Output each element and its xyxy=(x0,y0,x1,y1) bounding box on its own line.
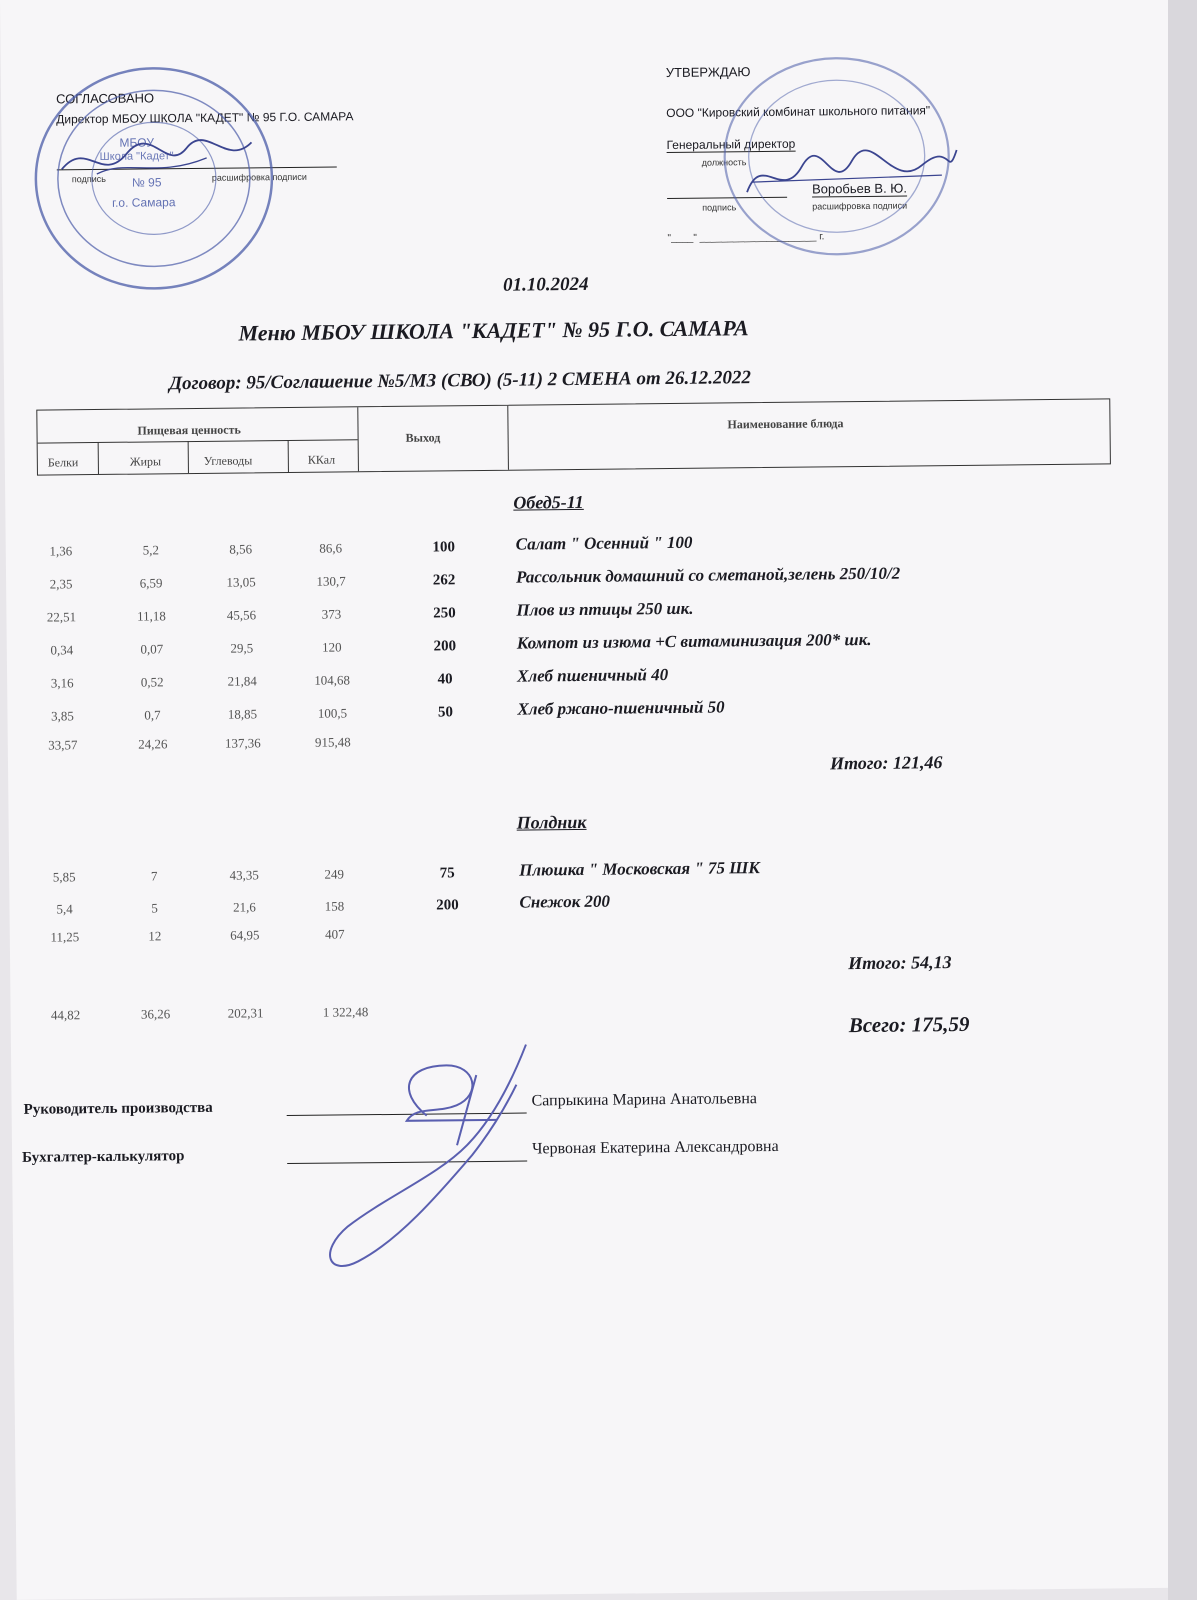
header-fats: Жиры xyxy=(129,454,162,469)
approval-right-position-caption: должность xyxy=(701,157,747,168)
cell-dish: Салат " Осенний " 100 xyxy=(515,532,693,554)
cell-dish: Хлеб пшеничный 40 xyxy=(517,665,669,686)
sum-fats: 12 xyxy=(148,928,162,944)
cell-proteins: 0,34 xyxy=(50,642,74,658)
approval-left-heading: СОГЛАСОВАНО xyxy=(55,90,155,107)
menu-table-header xyxy=(36,398,1111,475)
cell-output: 100 xyxy=(432,539,456,556)
stamp-left-line-1: МБОУ xyxy=(119,135,155,150)
cell-carbs: 43,35 xyxy=(229,867,259,883)
cell-carbs: 8,56 xyxy=(229,541,253,557)
cell-fats: 11,18 xyxy=(136,608,166,624)
approval-left-position: Директор МБОУ ШКОЛА "КАДЕТ" № 95 Г.О. САМАРА xyxy=(56,109,354,127)
cell-proteins: 3,16 xyxy=(50,675,74,691)
cell-output: 75 xyxy=(439,865,455,882)
cell-kcal: 158 xyxy=(324,898,345,914)
cell-kcal: 130,7 xyxy=(316,573,346,589)
cell-output: 200 xyxy=(433,638,457,655)
cell-fats: 5 xyxy=(151,900,158,916)
cell-carbs: 45,56 xyxy=(226,607,257,623)
signature-right xyxy=(742,140,963,212)
cell-proteins: 1,36 xyxy=(49,543,73,559)
header-proteins: Белки xyxy=(47,455,79,470)
approval-right-date-blank: "____" _____________________ г. xyxy=(667,231,825,245)
cell-output: 50 xyxy=(437,704,454,721)
sum-proteins: 33,57 xyxy=(48,737,78,753)
cell-carbs: 21,84 xyxy=(227,673,257,689)
background-desk xyxy=(1168,0,1197,1600)
cell-kcal: 120 xyxy=(321,639,342,655)
cell-kcal: 373 xyxy=(321,606,342,622)
cell-kcal: 104,68 xyxy=(314,672,351,688)
stamp-left-line-3: № 95 xyxy=(131,175,162,190)
header-nutrition: Пищевая ценность xyxy=(137,422,241,438)
cell-output: 262 xyxy=(432,572,456,589)
cell-proteins: 5,4 xyxy=(56,901,73,917)
header-output: Выход xyxy=(405,430,441,445)
grand-kcal: 1 322,48 xyxy=(322,1004,369,1020)
sum-carbs: 137,36 xyxy=(224,735,261,751)
header-carbs: Углеводы xyxy=(203,453,253,468)
grand-total: Всего: 175,59 xyxy=(848,1011,970,1038)
cell-kcal: 100,5 xyxy=(317,705,348,721)
approval-left-decode-caption: расшифровка подписи xyxy=(211,171,307,183)
cell-kcal: 249 xyxy=(324,866,344,882)
cell-fats: 6,59 xyxy=(139,575,163,591)
sum-kcal: 407 xyxy=(324,926,345,942)
grand-proteins: 44,82 xyxy=(50,1007,81,1023)
grand-fats: 36,26 xyxy=(140,1006,171,1022)
cell-carbs: 29,5 xyxy=(230,640,254,656)
signature-role-production: Руководитель производства xyxy=(23,1099,213,1118)
cell-fats: 0,52 xyxy=(140,674,164,690)
approval-right-signer: Воробьев В. Ю. xyxy=(811,180,908,197)
signature-name-accountant: Червоная Екатерина Александровна xyxy=(531,1137,779,1158)
cell-proteins: 5,85 xyxy=(52,869,76,885)
cell-dish: Плов из птицы 250 шк. xyxy=(516,598,694,620)
cell-fats: 7 xyxy=(150,868,158,884)
stamp-left-line-2: Школа "Кадет" xyxy=(99,150,174,163)
cell-fats: 5,2 xyxy=(142,542,159,558)
signature-left xyxy=(56,127,257,189)
signature-scribble xyxy=(306,1034,568,1277)
header-dish-name: Наименование блюда xyxy=(727,416,844,432)
cell-proteins: 22,51 xyxy=(46,609,77,625)
sum-carbs: 64,95 xyxy=(230,927,260,943)
signature-name-production: Сапрыкина Марина Анатольевна xyxy=(531,1090,758,1110)
sum-proteins: 11,25 xyxy=(50,929,80,945)
header-kcal: ККал xyxy=(307,452,336,467)
cell-output: 40 xyxy=(437,671,453,688)
signature-role-accountant: Бухгалтер-калькулятор xyxy=(22,1148,185,1166)
cell-proteins: 2,35 xyxy=(49,576,73,592)
approval-right-decode-caption: расшифровка подписи xyxy=(812,200,908,212)
document-date: 01.10.2024 xyxy=(502,273,589,296)
cell-dish: Снежок 200 xyxy=(519,891,611,912)
section-total-lunch: Итого: 121,46 xyxy=(829,752,943,774)
cell-fats: 0,7 xyxy=(144,707,161,723)
cell-dish: Хлеб ржано-пшеничный 50 xyxy=(517,697,725,719)
approval-right-position: Генеральный директор xyxy=(666,136,796,153)
sum-fats: 24,26 xyxy=(138,736,168,752)
approval-right-org: ООО "Кировский комбинат школьного питания" xyxy=(666,103,931,121)
sum-kcal: 915,48 xyxy=(314,734,351,750)
cell-fats: 0,07 xyxy=(140,641,164,657)
section-total-snack: Итого: 54,13 xyxy=(848,952,952,974)
document-title: Меню МБОУ ШКОЛА "КАДЕТ" № 95 Г.О. САМАРА xyxy=(238,315,749,346)
cell-output: 250 xyxy=(433,605,456,622)
grand-carbs: 202,31 xyxy=(227,1005,264,1021)
cell-dish: Компот из изюма +С витаминизация 200* шк. xyxy=(516,629,872,653)
section-title-snack: Полдник xyxy=(516,811,587,833)
cell-kcal: 86,6 xyxy=(319,540,343,556)
cell-proteins: 3,85 xyxy=(51,708,74,724)
cell-output: 200 xyxy=(436,897,459,914)
cell-carbs: 13,05 xyxy=(226,574,256,590)
cell-carbs: 21,6 xyxy=(233,899,256,915)
section-title-lunch: Обед5-11 xyxy=(513,491,584,513)
cell-dish: Плюшка " Московская " 75 ШК xyxy=(519,858,760,880)
cell-carbs: 18,85 xyxy=(227,706,258,722)
approval-left-sign-caption: подпись xyxy=(71,173,106,185)
cell-dish: Рассольник домашний со сметаной,зелень 250/10/2 xyxy=(515,563,901,587)
stamp-left-line-4: г.о. Самара xyxy=(112,195,176,210)
approval-right-heading: УТВЕРЖДАЮ xyxy=(665,64,751,81)
approval-right-sign-caption: подпись xyxy=(702,202,737,213)
contract-line: Договор: 95/Соглашение №5/МЗ (СВО) (5-11) 2 СМЕНА от 26.12.2022 xyxy=(168,367,752,395)
